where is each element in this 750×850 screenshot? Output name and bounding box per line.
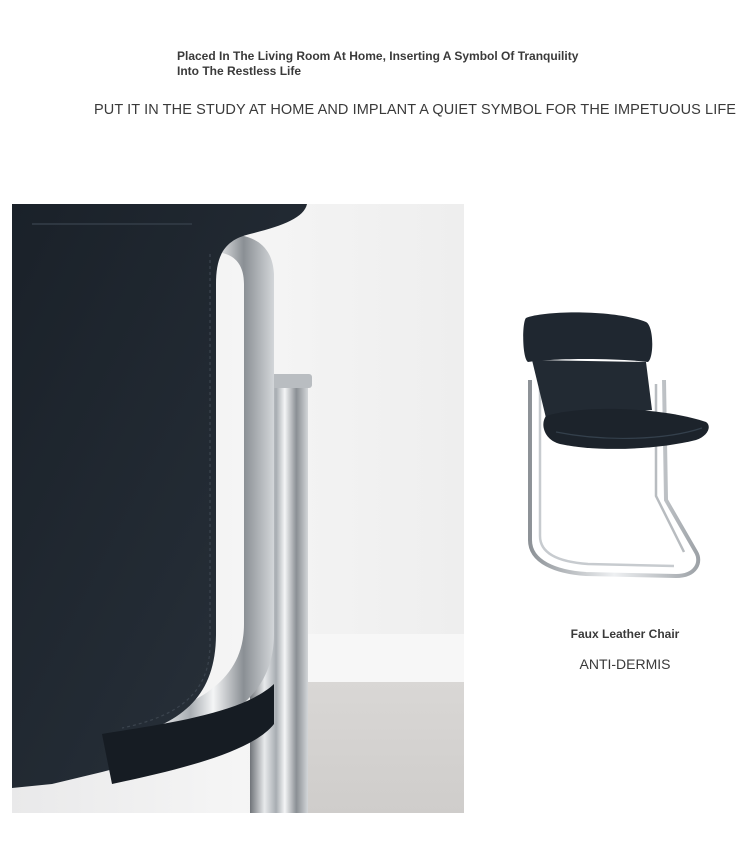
subhead: PUT IT IN THE STUDY AT HOME AND IMPLANT A QUIET SYMBOL FOR THE IMPETUOUS LIFE [94, 102, 737, 118]
chair-closeup-photo [12, 204, 464, 813]
chair-product-photo [516, 300, 716, 590]
product-caption: Faux Leather Chair [570, 627, 680, 641]
product-material: ANTI-DERMIS [579, 656, 671, 672]
headline: Placed In The Living Room At Home, Inserting A Symbol Of Tranquility Into The Restless Life [177, 49, 579, 78]
